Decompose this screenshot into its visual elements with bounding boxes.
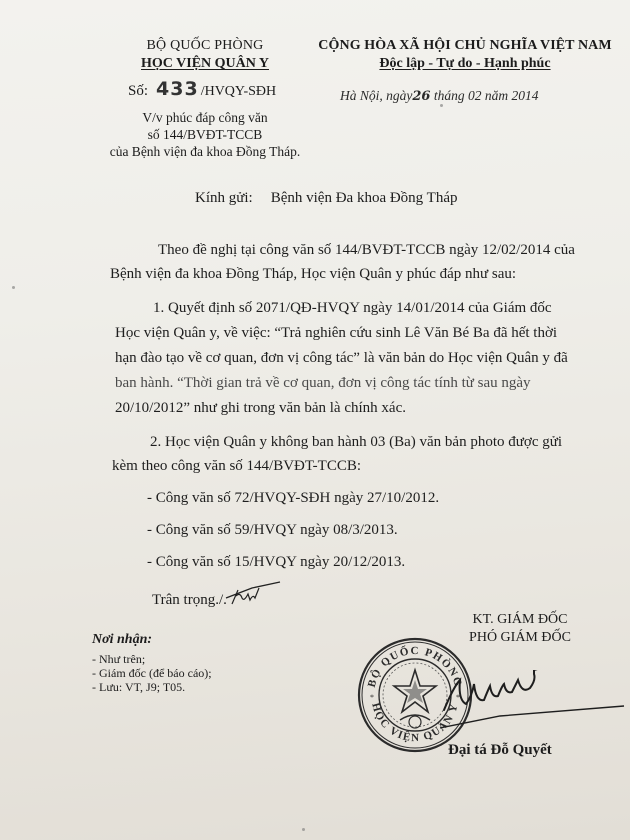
signer-name: Đại tá Đỗ Quyết <box>448 742 552 758</box>
intro-paragraph: Bệnh viện đa khoa Đồng Tháp, Học viện Quân y phúc đáp như sau: <box>110 266 517 282</box>
handwritten-day: 26 <box>412 89 431 104</box>
recipient-item: - Lưu: VT, J9; T05. <box>92 680 186 694</box>
item-1: Học viện Quân y, về việc: “Trả nghiên cứu sinh Lê Văn Bé Ba đã hết thời <box>115 325 558 341</box>
recipient-item: - Như trên; <box>92 652 146 666</box>
recipients-title: Nơi nhận: <box>92 632 153 647</box>
closing-greeting: Trân trọng./. <box>152 592 227 608</box>
country-name: CỘNG HÒA XÃ HỘI CHỦ NGHĨA VIỆT NAM <box>318 38 612 53</box>
intro-paragraph: Theo đề nghị tại công văn số 144/BVĐT-TCCB ngày 12/02/2014 của <box>158 242 575 258</box>
doc-number-label: Số: <box>128 83 149 99</box>
ministry-name: BỘ QUỐC PHÒNG <box>146 38 264 53</box>
handwritten-initials-icon <box>222 580 284 608</box>
national-motto: Độc lập - Tự do - Hạnh phúc <box>379 56 551 71</box>
subject-line: của Bệnh viện đa khoa Đồng Tháp. <box>109 144 301 159</box>
list-item: - Công văn số 15/HVQY ngày 20/12/2013. <box>147 554 406 570</box>
signature-title: PHÓ GIÁM ĐỐC <box>469 630 571 645</box>
addressee-name: Bệnh viện Đa khoa Đồng Tháp <box>270 190 458 206</box>
signature-title: KT. GIÁM ĐỐC <box>472 612 568 627</box>
doc-number-value: 433 <box>156 78 199 100</box>
list-item: - Công văn số 59/HVQY ngày 08/3/2013. <box>147 522 398 538</box>
item-2: kèm theo công văn số 144/BVĐT-TCCB: <box>112 458 362 474</box>
ink-speck <box>12 286 15 289</box>
item-1: 1. Quyết định số 2071/QĐ-HVQY ngày 14/01/2014 của Giám đốc <box>153 300 552 316</box>
item-2: 2. Học viện Quân y không ban hành 03 (Ba) văn bản photo được gửi <box>150 434 563 450</box>
document-number <box>128 78 276 100</box>
item-1: ban hành. “Thời gian trả về cơ quan, đơn vị công tác tính từ sau ngày <box>115 375 531 391</box>
ink-speck <box>440 104 443 107</box>
list-item: - Công văn số 72/HVQY-SĐH ngày 27/10/2012. <box>147 490 440 506</box>
recipient-item: - Giám đốc (để báo cáo); <box>92 666 212 680</box>
addressee-label: Kính gửi: <box>195 190 253 206</box>
svg-text:BỘ QUỐC PHÒNG: BỘ QUỐC PHÒNG <box>365 644 465 689</box>
subject-line: số 144/BVĐT-TCCB <box>147 127 263 142</box>
institution-name: HỌC VIỆN QUÂN Y <box>141 56 269 71</box>
item-1: 20/10/2012” như ghi trong văn bản là chính xác. <box>115 400 406 416</box>
svg-text:*: * <box>456 693 460 702</box>
addressee <box>195 190 458 207</box>
document-date: Hà Nội, ngày26 tháng 02 năm 2014 <box>340 88 539 104</box>
doc-number-suffix: /HVQY-SĐH <box>200 84 277 99</box>
handwritten-signature-icon <box>440 670 625 730</box>
item-1: hạn đào tạo về cơ quan, đơn vị công tác” là văn bản do Học viện Quân y đã <box>115 350 568 366</box>
svg-text:*: * <box>370 693 374 702</box>
svg-text:HỌC VIỆN QUÂN Y: HỌC VIỆN QUÂN Y <box>369 701 461 745</box>
ink-speck <box>302 828 305 831</box>
subject-line: V/v phúc đáp công văn <box>142 110 268 125</box>
